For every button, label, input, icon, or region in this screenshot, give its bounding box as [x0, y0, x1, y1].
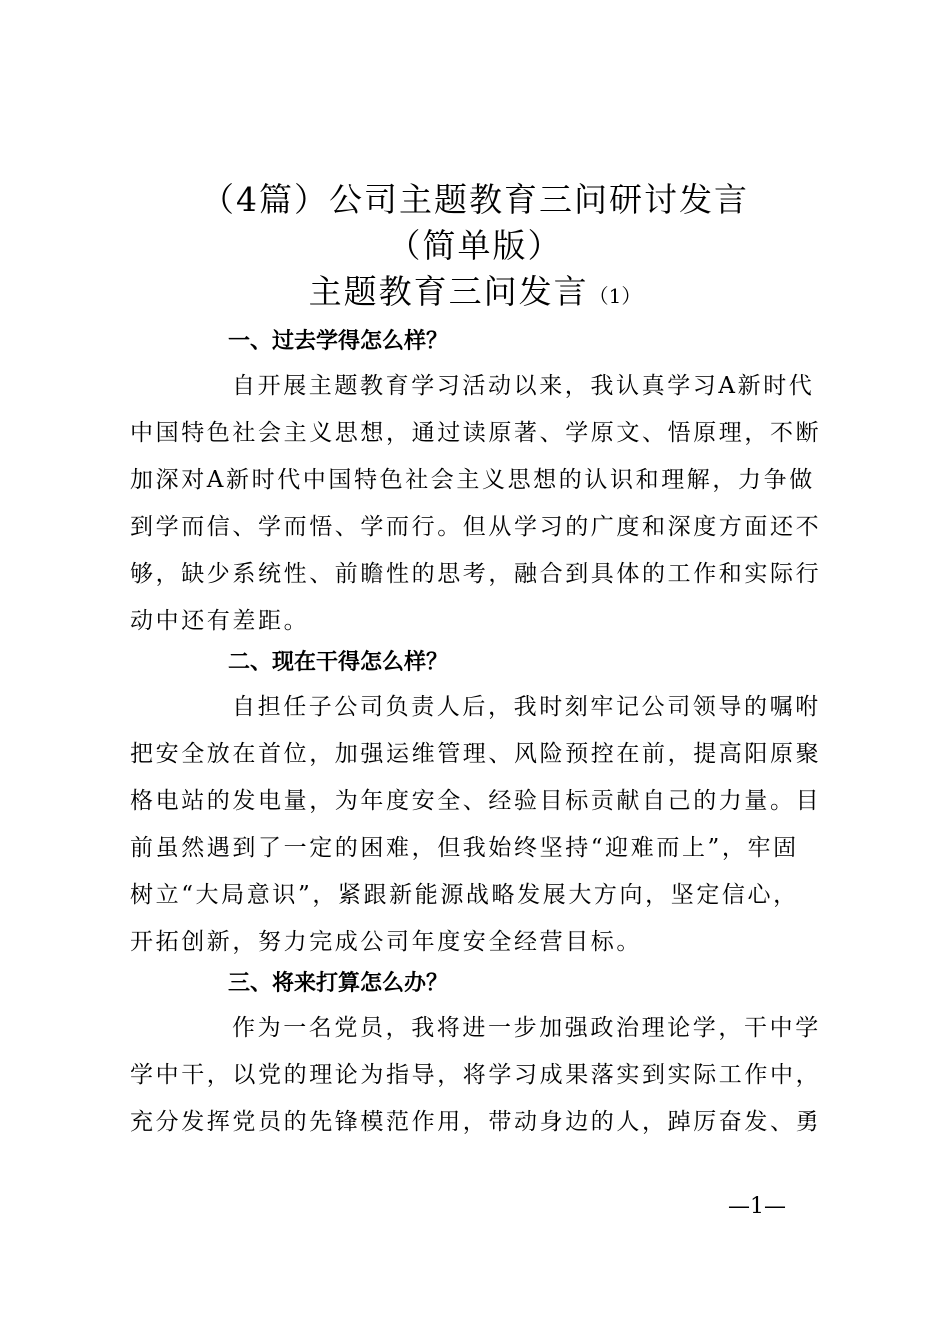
- paragraph-line: 开拓创新，努力完成公司年度安全经营目标。: [130, 929, 642, 955]
- page-number: —1—: [728, 1194, 786, 1219]
- section-paragraph-3: [130, 1005, 830, 1146]
- paragraph-line: 够，缺少系统性、前瞻性的思考，融合到具体的工作和实际行: [130, 561, 822, 587]
- paragraph-line: 中国特色社会主义思想，通过读原著、学原文、悟原理，不断: [130, 420, 822, 446]
- section-heading-1: 一、过去学得怎么样？: [228, 329, 449, 354]
- section-paragraph-2: [130, 684, 830, 966]
- paragraph-line: 自担任子公司负责人后，我时刻牢记公司领导的嘱咐: [232, 694, 821, 720]
- subtitle-number: （1）: [588, 284, 642, 308]
- paragraph-line: 加深对A新时代中国特色社会主义思想的认识和理解，力争做: [130, 467, 815, 493]
- paragraph-line: 到学而信、学而悟、学而行。但从学习的广度和深度方面还不: [130, 514, 822, 540]
- section-paragraph-1: [130, 363, 830, 645]
- document-subtitle: [0, 270, 950, 318]
- paragraph-line: 动中还有差距。: [130, 608, 310, 634]
- paragraph-line: 作为一名党员，我将进一步加强政治理论学，干中学: [232, 1015, 821, 1041]
- paragraph-line: 学中干，以党的理论为指导，将学习成果落实到实际工作中，: [130, 1062, 822, 1088]
- section-heading-2: 二、现在干得怎么样？: [228, 650, 449, 675]
- paragraph-line: 把安全放在首位，加强运维管理、风险预控在前，提高阳原聚: [130, 741, 822, 767]
- paragraph-line: 格电站的发电量，为年度安全、经验目标贡献自己的力量。目: [130, 788, 822, 814]
- section-heading-3: 三、将来打算怎么办？: [228, 971, 449, 996]
- document-title-line-2: （简单版）: [387, 226, 563, 265]
- paragraph-line: 自开展主题教育学习活动以来，我认真学习A新时代: [232, 373, 815, 399]
- paragraph-line: 前虽然遇到了一定的困难，但我始终坚持“迎难而上”，牢固: [130, 835, 799, 861]
- paragraph-line: 树立“大局意识”，紧跟新能源战略发展大方向，坚定信心，: [130, 882, 799, 908]
- paragraph-line: 充分发挥党员的先锋模范作用，带动身边的人，踔厉奋发、勇: [130, 1109, 822, 1135]
- document-title-line-1: （4篇）公司主题教育三问研讨发言: [201, 180, 749, 219]
- subtitle-main-text: 主题教育三问发言: [308, 272, 589, 311]
